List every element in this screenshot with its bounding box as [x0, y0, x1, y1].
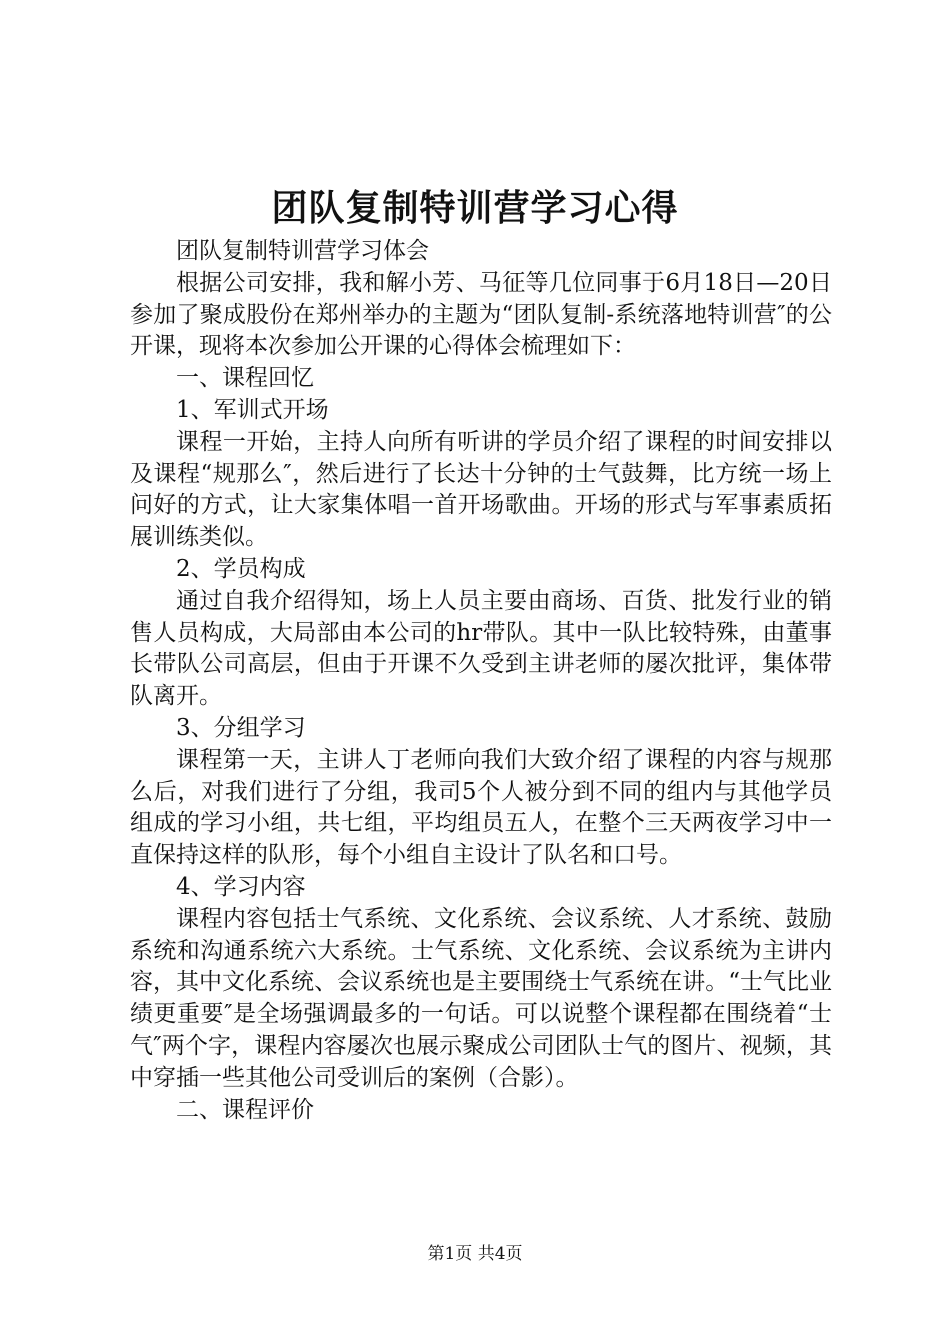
intro-paragraph: 根据公司安排，我和解小芳、马征等几位同事于6月18日—20日参加了聚成股份在郑州举办的主题为“团队复制-系统落地特训营″的公开课，现将本次参加公开课的心得体会梳理如下： — [130, 269, 832, 360]
subheading-trainee-composition: 2、学员构成 — [176, 555, 306, 582]
page-number-footer: 第1页 共4页 — [427, 1244, 523, 1264]
section-heading-course-review: 一、课程回忆 — [176, 365, 314, 392]
document-body — [130, 236, 832, 1126]
subheading-military-opening: 1、军训式开场 — [176, 396, 329, 423]
paragraph-military-opening: 课程一开始，主持人向所有听讲的学员介绍了课程的时间安排以及课程“规那么″，然后进行了长达十分钟的士气鼓舞，比方统一场上问好的方式，让大家集体唱一首开场歌曲。开场的形式与军事素质拓展训练类似。 — [130, 428, 832, 551]
subtitle-paragraph: 团队复制特训营学习体会 — [176, 238, 429, 264]
subheading-learning-content: 4、学习内容 — [176, 873, 306, 900]
paragraph-learning-content: 课程内容包括士气系统、文化系统、会议系统、人才系统、鼓励系统和沟通系统六大系统。士气系统、文化系统、会议系统为主讲内容，其中文化系统、会议系统也是主要围绕士气系统在讲。“士气比业绩更重要″是全场强调最多的一句话。可以说整个课程都在围绕着“士气″两个字，课程内容屡次也展示聚成公司团队士气的图片、视频，其中穿插一些其他公司受训后的案例（合影）。 — [130, 905, 832, 1091]
subheading-group-learning: 3、分组学习 — [176, 714, 306, 741]
document-title: 团队复制特训营学习心得 — [271, 187, 679, 229]
paragraph-group-learning: 课程第一天，主讲人丁老师向我们大致介绍了课程的内容与规那么后，对我们进行了分组，我司5个人被分到不同的组内与其他学员组成的学习小组，共七组，平均组员五人，在整个三天两夜学习中一直保持这样的队形，每个小组自主设计了队名和口号。 — [130, 746, 832, 869]
section-heading-course-evaluation: 二、课程评价 — [176, 1096, 314, 1123]
paragraph-trainee-composition: 通过自我介绍得知，场上人员主要由商场、百货、批发行业的销售人员构成，大局部由本公司的hr带队。其中一队比较特殊，由董事长带队公司高层，但由于开课不久受到主讲老师的屡次批评，集体带队离开。 — [130, 587, 832, 710]
